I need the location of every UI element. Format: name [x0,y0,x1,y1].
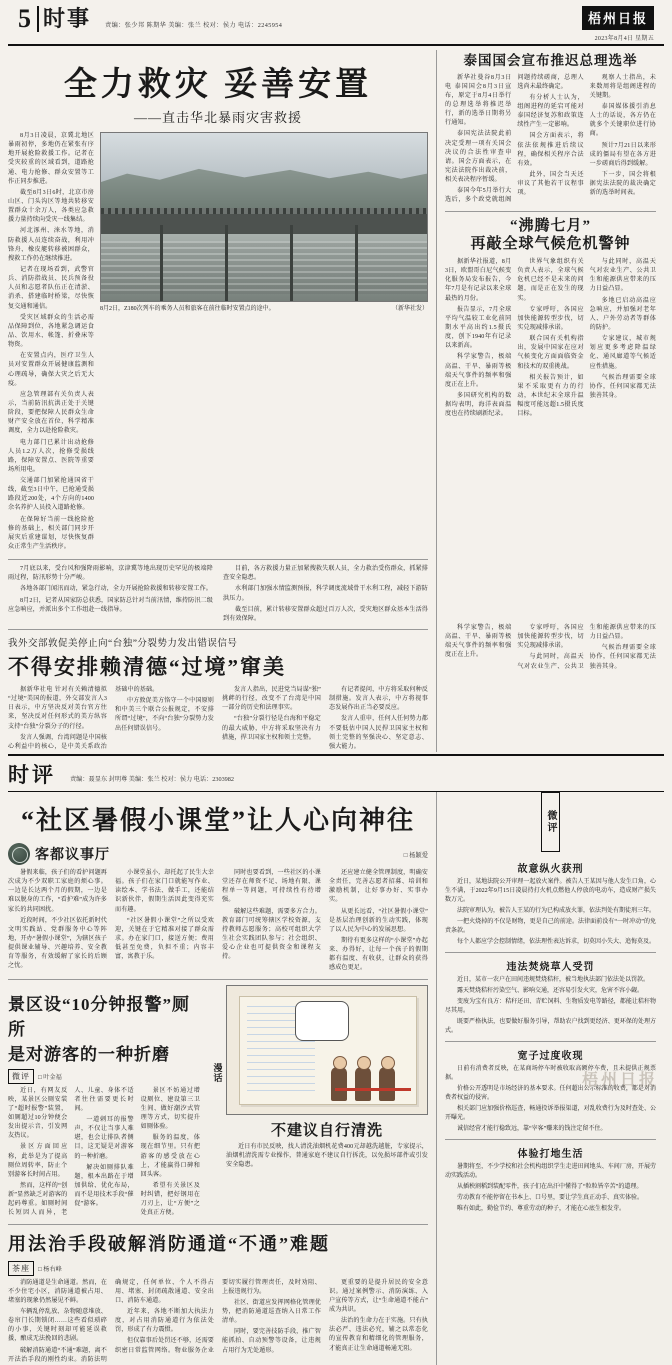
cartoon-caption-text: 近日有市民反映，找人清洗油烟机花费400元却越洗越脏，专家提示，油烟机清洗需专业操作，普通家庭不建议自行拆洗，以免损坏部件或引发安全隐患。 [226,1143,428,1168]
fire-para: 破解消防通道“不通”难题，离不开法治手段的刚性约束。消防法明确规定，任何单位、个人不得占用、堵塞、封闭疏散通道、安全出口、消防车通道。 [8,1279,214,1363]
lead-side-para: 水利部门加强水情监测预报，科学调度流域骨干水利工程，减轻下游防洪压力。 [223,586,428,602]
climate-para: 据新华社报道，8月3日，欧盟哥白尼气候变化服务局发布报告，今年7月是有记录以来全球最热的月份。 [445,259,512,302]
intl-para: 此外，国会当天还审议了其他若干议程事项。 [517,171,584,197]
photo-credit: （新华社发） [391,306,428,312]
lead-headline: 全力救灾 妥善安置 [63,67,373,103]
cartoon-caption [226,1143,428,1170]
feature-para: 从更长远看，“社区暑假小课堂”是基层治理创新的生动实践，体现了以人民为中心的发展思想。 [329,908,428,933]
commentary-band [8,754,664,792]
climate-para: 报告显示，7月全球平均气温较工业化前同期水平高出约1.5摄氏度，创下1940年有记录以来新高。 [445,306,512,350]
lead-para: 电力部门已累计出动抢修人员1.2万人次，抢修受损线路，保障安置点、医院等重要场所用电。 [8,439,94,473]
fire-para: 社区、街道应发挥网格化管理优势，把消防通道巡查纳入日常工作清单。 [222,1299,321,1325]
lead-para: 在安置点内，医疗卫生人员对安置群众开展健康监测和心理疏导，确保大灾之后无大疫。 [8,353,94,387]
rail-para: 相关部门应加强价格巡查，畅通投诉举报渠道，对乱收费行为及时查处、公开曝光。 [445,1106,656,1122]
fire-para: 法治的生命力在于实施。只有执法必严、违法必究，辅之以常态化的宣传教育和精细化的管理服务，才能真正让生命通道畅通无阻。 [329,1318,428,1352]
climate-body-continued [445,624,656,672]
intl-para: 泰国今年5月举行大选后，多个政党就组阁问题持续磋商，总理人选尚未最终确定。 [445,74,584,204]
toilet-headline-line1: 景区设“10分钟报警”厕所 [8,994,190,1039]
diplomacy-headline: 不得安排赖清德“过境”窜美 [8,655,286,680]
lead-side-para: 截至目前，累计转移安置群众超过百万人次，受灾地区群众基本生活得到有效保障。 [223,606,428,622]
rail-item-body [445,1163,656,1214]
climate-para: 专家建议，城市规划应更多考虑降温绿化、通风廊道等气候适应性措施。 [589,336,656,370]
masthead [8,0,664,46]
cartoon-speech-bubble [295,1001,349,1041]
toilet-para: 服务的温度，体现在细节里。只有把游客的感受放在心上，才能赢得口碑和回头客。 [140,1135,200,1178]
intl-para: 泰国媒体援引消息人士的话说，各方仍在就多个关键职位进行协商。 [589,103,656,138]
climate-para: 多国研究机构的数据均表明，海洋表面温度也在持续刷新纪录。 [445,392,512,418]
photo-river [101,234,427,301]
intl-body [445,74,656,206]
lead-sidebar-text [8,565,428,624]
climate-para: 相关报告预计，如果不采取更有力的行动，本世纪末全球升温幅度可能远超1.5摄氏度目标。 [517,374,584,418]
section-name: 时事 [43,6,92,31]
fire-body [8,1279,428,1365]
page-credits: 责编：张少邦 陈期华 美编：张兰 校对：侯力 电话：2245954 [105,22,283,29]
climate-para: 世界气象组织有关负责人表示，全球气候危机已经不是未来的问题，而是正在发生的现实。 [517,259,584,302]
toilet-tag-row [8,1069,200,1084]
lower-split [8,985,428,1219]
cartoon-label: 漫话 [213,1063,223,1083]
climate-headline-line2: 再敲全球气候危机警钟 [470,236,631,253]
diplomacy-kicker: 我外交部敦促美停止向“台独”分裂势力发出错误信号 [8,639,238,650]
right-column-spacer [436,624,656,752]
page-number: 5 [18,6,39,32]
climate-para: 气候治理需要全球协作，任何国家都无法独善其身。 [589,374,656,399]
climate-para: 科学家警告，极端高温、干旱、暴雨等极端天气事件的频率和强度正在上升。 [445,354,512,388]
climate-headline-line1: “沸腾七月” [509,217,591,234]
rail-para: 一把火烧掉的不仅是财物，更是自己的前途。法律面前没有“一时冲动”的免责条款。 [445,919,656,935]
fire-para: 同时，要完善技防手段，推广智能抓拍、自动预警等设备，让违规占用行为无处遁形。 [222,1329,321,1354]
rail-para: 近日，某地法院公开审理一起放火案件。被告人王某因与他人发生口角，心生不满，于2022年9月15日凌晨持打火机点燃他人停放的电动车，造成财产损失数万元。 [445,879,656,904]
intl-para: 下一步，国会将根据宪法法院的裁决确定新的选举时间表。 [589,171,656,197]
feature-para: 期待有更多这样的“小课堂”办起来、办得好，让每一个孩子的假期都有温度、有收获，让群众的获得感成色更足。 [329,938,428,972]
feature-body [8,869,428,974]
rail-para: 法院审理认为，被告人王某的行为已构成放火罪，依法判处有期徒刑三年。 [457,908,656,915]
toilet-author: □ 叶金福 [38,1073,62,1081]
photo-caption [100,305,428,314]
rail-para: 日前有消费者反映，在某商场停车时被收取高额停车费，且未提供正规票据。 [445,1066,656,1082]
lead-para: 受灾区域群众的生活必需品保障到位，各地紧急调运食品、饮用水、帐篷、折叠床等物资。 [8,314,94,349]
rail-item-body [445,878,656,947]
right-column-top [436,50,656,624]
watermark: 梧州日报 [581,1072,658,1089]
rail-para: 变废为宝有良方：秸秆还田、青贮饲料、生物质发电等路径，都能让秸秆物尽其用。 [445,999,656,1015]
intl-para: 国会方面表示，将依法依规推进后续议程，确保相关程序合法有效。 [517,133,584,167]
fire-author: □ 杨右峰 [38,1265,62,1273]
rail-para: 每个人都应学会控制情绪，依法理性表达诉求，切莫因小失大、追悔莫及。 [457,939,656,946]
diplomacy-para: 据新华社电 针对有关赖清德拟“过境”美国的报道，外交部发言人3日表示，中方坚决反对美台官方往来，坚决反对任何形式的美方纵容支持“台独”分裂分子的行径。 [8,687,107,730]
climate-para: 多地已启动高温应急响应，并加强对老年人、户外劳动者等群体的防护。 [589,297,656,331]
intl-para: 泰国宪法法院此前决定受理一项有关国会决议的合法性审查申请。国会方面表示，在宪法法院作出裁决前，相关表决程序暂缓。 [445,131,512,184]
rail-para: 既要严格执法，也要做好服务引导，帮助农户找到更经济、更环保的处理方式。 [445,1019,656,1035]
rail-item-body [445,976,656,1036]
fire-para: 消防通道是生命通道。然而，在不少住宅小区，消防通道被占用、堵塞的现象仍然屡见不鲜。 [8,1279,107,1304]
diplomacy-para: 中方敦促美方恪守一个中国原则和中美三个联合公报规定，不安排所谓“过境”，不向“台独”分裂势力发出任何错误信号。 [115,698,214,732]
climate-para: 专家呼吁，各国应加快能源转型步伐，切实兑现减排承诺。 [517,306,584,331]
feature-para: “社区暑假小课堂”之所以受欢迎，关键在于它精准对接了群众需求。办在家门口，接送方便；费用低甚至免费，负担不重；内容丰富，寓教于乐。 [115,917,214,961]
cartoon-and-fire [208,985,428,1219]
feature-para: 暑假来临，孩子们的看护问题再次成为不少双职工家庭的烦心事。一边是长达两个月的假期，一边是难以脱身的工作，“看护难”成为许多家长的共同困扰。 [8,870,107,913]
lead-para: 截至8月3日6时，北京市房山区、门头沟区等地共转移安置群众十余万人，各类应急救援力量持续向受灾一线集结。 [8,189,94,224]
column-seal-icon [8,843,30,865]
rail-para: 价格公开透明是市场经济的基本要求。任何超出公示标准的收费，都是对消费者权益的侵害。 [445,1086,656,1102]
rail-flag: 微评 [541,792,560,852]
lead-para: 8月3日凌晨，京冀北地区暴雨初停，多地仍在紧张有序地开展抢险救援工作。记者在受灾较重的区域看到，道路抢通、电力抢修、群众安置等工作正同步推进。 [8,133,94,185]
lead-side-para: 8月2日，记者从国家防总获悉，国家防总针对当前汛情，维持防汛二级应急响应，并派出多个工作组赴一线指导。 [8,597,213,613]
lead-para: 应急管理部有关负责人表示，当前防汛抗洪正处于关键阶段，要把保障人民群众生命财产安全放在首位，科学精准调度，全力以赴抢险救灾。 [8,391,94,435]
cartoon-title: 不建议自行清洗 [270,1122,383,1139]
fire-para: 但仅靠事后处罚还不够，还需要织密日常监管网络。物业服务企业要切实履行管理责任，及时劝阻、上报违规行为。 [115,1279,321,1354]
fire-para: 更重要的是提升居民的安全意识。通过案例警示、消防演练、入户宣传等方式，让“生命通道不能占”成为共识。 [329,1279,428,1313]
fire-para: 近年来，各地不断加大执法力度，对占用消防通道行为依法处罚，形成了有力震慑。 [115,1308,214,1334]
rail-para: 露天焚烧秸秆污染空气、影响交通，还容易引发火灾，危害不容小觑。 [457,988,644,995]
feature-para: 还应建立健全管理制度，明确安全责任，完善志愿者招募、培训和激励机制，让好事办好、实事办实。 [329,870,428,904]
lead-side-para: 各地各部门闻汛而动，紧急行动，全力开展抢险救援和转移安置工作。 [20,586,213,593]
toilet-para: 一道刺耳的报警声，不仅让当事人难堪，也会让排队者侧目，这无疑是对游客的一种折磨。 [74,1116,134,1160]
rail-para: 唯有如此，勤俭节约、尊重劳动的种子，才能在心底生根发芽。 [457,1206,626,1213]
toilet-para: 近日，有网友反映，某景区公厕安装了“超时报警”装置，如厕超过10分钟便会发出提示音，引发网友热议。 [8,1087,68,1140]
intl-para: 有分析人士认为，组阁进程的延宕可能对泰国经济复苏和政策连续性产生一定影响。 [517,94,584,129]
lead-para: 河北涿州、涞水等地，消防救援人员连续奋战，利用冲锋舟、橡皮艇转移被困群众，搜救工作仍在继续推进。 [8,228,94,262]
column-flag [8,843,428,865]
feature-para: 近段时间，不少社区依托新时代文明实践站、党群服务中心等阵地，开办“暑假小课堂”，为辖区孩子提供课业辅导、兴趣培养、安全教育等服务，有效缓解了家长的后顾之忧。 [8,917,107,970]
lead-para: 记者在现场看到，武警官兵、消防指战员、民兵预备役人员和志愿者队伍正在清淤、消杀、搭建临时桥梁，尽快恢复交通和通信。 [8,266,94,310]
intl-para: 预计7月21日以来形成的僵局有望在各方进一步磋商后得到缓解。 [589,142,656,167]
diplomacy-wrap [8,624,664,752]
climate-para: 气候治理需要全球协作，任何国家都无法独善其身。 [589,645,656,670]
rail-item-title: 违法焚烧草人受罚 [506,962,595,974]
toilet-body [8,1087,200,1219]
feature-para: 小课堂虽小，却托起了民生大幸福。孩子们在家门口就能写作业、读绘本、学书法、做手工，还能结识新伙伴，假期生活因此变得充实而有趣。 [115,870,214,913]
paper-logo: 梧州日报 [582,6,654,30]
cartoon-hose [335,1088,411,1091]
climate-para: 与此同时，高温天气对农业生产、公共卫生和能源供应带来的压力日益凸显。 [517,625,656,670]
lead-text-left [8,132,100,554]
diplomacy-body [8,686,428,752]
diplomacy-para: “台独”分裂行径是台海和平稳定的最大威胁，中方将采取坚决有力措施，捍卫国家主权和领土完整。 [222,716,321,741]
fire-para: 车辆乱停乱放、杂物随意堆放、卷帘门长期锁闭……这些看似琐碎的小事，关键时刻却可能延误救援，酿成无法挽回的悲剧。 [8,1308,107,1343]
toilet-article [8,985,208,1219]
diplomacy-para: 发言人指出，民进党当局谋“独”挑衅的行径，改变不了台湾是中国一部分的历史和法理事实。 [222,687,321,712]
rail-item-title: 宽子过度收现 [517,1051,584,1063]
climate-body [445,258,656,419]
cartoon-illustration [226,985,428,1115]
diplomacy-para: 有记者提问，中方将采取何种反制措施。发言人表示，中方将视事态发展作出正当必要反应。 [329,687,428,712]
lead-subhead: ——直击华北暴雨灾害救援 [133,110,302,125]
rail-para: 从插秧割稻到装配零件，孩子们在出汗中懂得了“粒粒皆辛苦”的道理。 [457,1184,643,1191]
feature-column [8,792,436,1365]
rail-para: 诚信经营才能行稳致远，靠“宰客”赚来的钱注定留不住。 [457,1126,607,1133]
lower-area [8,792,664,1365]
fire-tag: 茶座 [8,1261,34,1276]
column-name: 客都议事厅 [35,848,110,864]
issue-date: 2023年8月4日 星期五 [594,36,654,42]
toilet-para: 希望有关景区及时纠错，把好钢用在刀刃上，让“方便”之处真正方便。 [140,1182,200,1217]
climate-para: 专家呼吁，各国应加快能源转型步伐，切实兑现减排承诺。 [517,625,584,650]
photo-caption-text: 8月2日，Z180次列车的乘务人员和旅客在前往临时安置点的途中。 [100,306,275,312]
climate-para: 联合国有关机构指出，发展中国家在应对气候变化方面面临资金和技术的双重挑战。 [517,336,584,370]
folio [18,6,91,32]
toilet-headline [8,990,200,1065]
lead-para: 在保障好当前一线抢险抢修的基础上，相关部门同步开展灾后重建谋划，尽快恢复群众正常生产生活秩序。 [8,516,94,551]
commentary-title: 时评 [8,763,56,788]
lead-photo [100,132,428,302]
commentary-credits: 责编：聂显东 封明尊 美编：张兰 校对：侯力 电话：2303982 [70,775,234,783]
climate-para: 与此同时，高温天气对农业生产、公共卫生和能源供应带来的压力日益凸显。 [589,259,656,293]
fire-headline: 用法治手段破解消防通道“不通”难题 [8,1233,330,1254]
diplomacy-para: 发言人重申，任何人任何势力都不要低估中国人民捍卫国家主权和领土完整的坚强决心、坚定意志、强大能力。 [329,716,428,750]
feature-headline: “社区暑假小课堂”让人心向神往 [20,806,415,836]
lead-photo-block [100,132,428,554]
lead-side-para: 7月底以来，受台风和强降雨影响，京津冀等地出现历史罕见的极端降雨过程，防汛形势十分严峻。 [8,566,213,582]
toilet-para: 然而，这样的“创新”显然缺乏对游客的起码尊重。如厕时间长短因人而异，老人、儿童、身体不适者往往需要更长时间。 [8,1087,134,1217]
feature-para: 同时也要看到，一些社区的小课堂还存在师资不足、场地有限、课程单一等问题，可持续性有待增强。 [222,870,321,904]
rail-item-title: 体验打地生活 [517,1149,584,1161]
intl-para: 新华社曼谷8月3日电 泰国国会8月3日宣布，原定于8月4日举行的总理选举将推迟举行，新的选举日期将另行通知。 [445,74,512,127]
toilet-headline-line2: 是对游客的一种折磨 [8,1044,170,1064]
lead-para: 交通部门加紧抢通国省干线，截至3日中午，已抢通受损路段近200处，4个方向的1400余名养护人员投入道路抢修。 [8,478,94,512]
toilet-para: 解决如厕排队难题，根本出路在于增加供给、优化布局，而不是用技术手段“催促”游客。 [74,1164,134,1208]
toilet-para: 景区不妨通过增设厕位、建设第三卫生间、做好潮汐式管理等方式，切实提升如厕体验。 [140,1087,200,1131]
diplomacy-para: 发言人强调，台湾问题是中国核心利益中的核心，是中美关系政治基础中的基础。 [8,687,159,750]
toilet-tag: 微评 [8,1069,34,1084]
rail-para: 暑期将至，不少学校和社会机构组织学生走进田间地头、车间厂房，开展劳动实践活动。 [445,1164,656,1180]
feature-author: □ 杨颖爱 [403,851,428,859]
rail-para: 劳动教育不能停留在书本上、口号里，要让学生真正动手、真实体验。 [457,1195,644,1202]
rail-item-title: 故意纵火获刑 [517,864,584,876]
fire-tag-row [8,1261,428,1276]
diplomacy-story [8,624,436,752]
climate-headline [445,217,656,255]
feature-para: 破解这些难题，需要多方合力。教育部门可统筹辖区学校资源，支持教师志愿服务；高校可组织大学生社会实践团队参与；社会组织、爱心企业也可提供资金和课程支持。 [222,908,321,961]
nameplate [582,6,654,42]
lead-story [8,50,436,624]
lead-side-para: 目前，各方救援力量正加紧搜救失联人员，全力救治受伤群众，抓紧排查安全隐患。 [223,566,428,582]
toilet-para: 景区方面回应称，此举是为了提高厕位周转率，防止个别游客长时间占用。 [8,1144,68,1178]
lead-upper [8,132,428,554]
intl-para: 观察人士指出，未来数周将是组阁进程的关键期。 [589,74,656,99]
intl-headline: 泰国国会宣布推迟总理选举 [463,53,638,68]
climate-para: 科学家警告，极端高温、干旱、暴雨等极端天气事件的频率和强度正在上升。 [445,625,512,659]
top-area [8,50,664,624]
rail-para: 近日，某市一农户在田间违规焚烧秸秆，被当地执法部门依法处以罚款。 [457,977,650,984]
